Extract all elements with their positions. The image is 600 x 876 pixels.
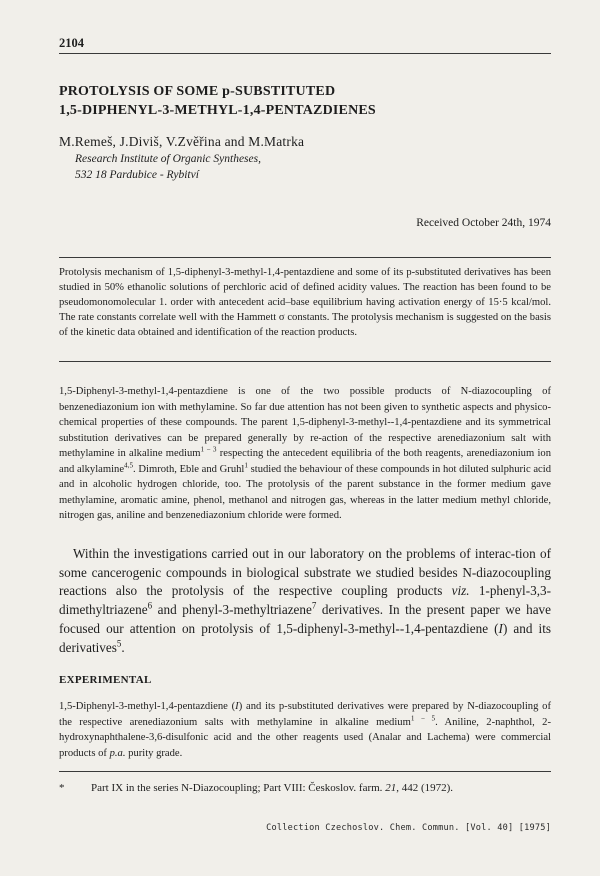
experimental-text-4: purity grade. bbox=[125, 747, 183, 759]
citation-ref: 6 bbox=[147, 600, 153, 611]
experimental-text-3: . Aniline, 2-naphthol, 2-hydroxynaphthalene-3,6-disulfonic acid and the other reagents used (Analar and Lachema) were commercial products of bbox=[59, 716, 551, 759]
intro-paragraph-2 bbox=[59, 545, 551, 657]
abstract-top-rule bbox=[59, 257, 551, 258]
header-rule bbox=[59, 53, 551, 54]
intro-paragraph-1 bbox=[59, 384, 551, 524]
compound-label: I bbox=[498, 620, 503, 636]
author-list: M.Remeš, J.Diviš, V.Zvěřina and M.Matrka bbox=[59, 134, 305, 149]
intro2-text-5: ) and its derivatives bbox=[59, 620, 551, 655]
citation-ref: 1 − 3 bbox=[200, 445, 217, 454]
intro2-text-6: . bbox=[121, 639, 125, 655]
intro1-text-1: 1,5-Diphenyl-3-methyl-1,4-pentazdiene is one of the two possible products of N-diazocoupling of benzenediazonium ion with methylamine. So far due attention has not been given to synthetic aspects and physico-chemical properties of these compounds. The parent 1,5-diphenyl-3-methyl--1,4-pentazdiene and its symmetrical substitution derivatives can be prepared generally by re-action of the respective arenediazonium salt with methylamine in alkaline medium bbox=[59, 386, 551, 459]
affiliation-line-2: 532 18 Pardubice - Rybitví bbox=[75, 169, 199, 181]
section-heading-experimental: EXPERIMENTAL bbox=[59, 674, 152, 686]
experimental-paragraph bbox=[59, 699, 551, 761]
abstract: Protolysis mechanism of 1,5-diphenyl-3-methyl-1,4-pentazdiene and some of its p-substituted derivatives has been studied in 50% ethanolic solutions of perchloric acid of defined acidity values. The reaction has been found to be pseudomonomolecular 1. order with antecedent acid–base equilibrium having activation energy of 15·5 kcal/mol. The rate constants correlate well with the Hammett σ constants. The protolysis mechanism is suggested on the basis of the kinetic data obtained and identification of the reaction products. bbox=[59, 267, 551, 338]
experimental-pa: p.a. bbox=[109, 747, 126, 759]
intro2-text-2: 1-phenyl-3,3-dimethyltriazene bbox=[59, 583, 551, 618]
received-date: Received October 24th, 1974 bbox=[416, 217, 551, 229]
affiliation-line-1: Research Institute of Organic Syntheses, bbox=[75, 153, 261, 165]
footnote-volume: 21 bbox=[385, 782, 397, 794]
abstract-bottom-rule bbox=[59, 361, 551, 362]
intro1-text-2: respecting the antecedent equilibria of the both reagents, arenediazonium ion and alkylamine bbox=[59, 448, 551, 475]
intro2-text-1: Within the investigations carried out in our laboratory on the problems of interac-tion of some cancerogenic compounds in biological substrate we studied besides N-diazocoupling reactions also the protolysis of the respective coupling products bbox=[59, 546, 551, 599]
citation-ref: 1 − 5 bbox=[410, 713, 436, 722]
title-line-1: PROTOLYSIS OF SOME p-SUBSTITUTED bbox=[59, 84, 336, 99]
experimental-text-1: 1,5-Diphenyl-3-methyl-1,4-pentazdiene ( bbox=[59, 701, 236, 712]
footnote-marker: * bbox=[59, 782, 65, 794]
intro2-text-4: derivatives. In the present paper we have focused our attention on protolysis of 1,5-diphenyl-3-methyl--1,4-pentazdiene ( bbox=[59, 602, 551, 636]
title-line-2: 1,5-DIPHENYL-3-METHYL-1,4-PENTAZDIENES bbox=[59, 103, 376, 118]
footnote-text-1: Part IX in the series N-Diazocoupling; Part VIII: Českoslov. farm. bbox=[91, 782, 386, 794]
intro1-text-3: . Dimroth, Eble and Gruhl bbox=[133, 463, 245, 475]
citation-ref: 5 bbox=[116, 638, 122, 649]
footnote-text-2: , 442 (1972). bbox=[396, 782, 454, 794]
article-title bbox=[59, 82, 519, 120]
citation-ref: 4,5 bbox=[124, 460, 134, 469]
intro1-text-4: studied the behaviour of these compounds in hot diluted sulphuric acid and in alcoholic hydrogen chloride, too. The protolysis of the parent substance in the former medium gave methylamine, aromatic amine, phenol, methanol and nitrogen gas, whereas in the latter medium methyl chloride, nitrogen gas, aniline and benzenediazonium chloride were formed. bbox=[59, 463, 551, 521]
journal-footer: Collection Czechoslov. Chem. Commun. [Vol. 40] [1975] bbox=[266, 823, 551, 833]
intro2-viz: viz. bbox=[451, 583, 470, 599]
affiliation bbox=[75, 151, 261, 183]
footnote-text bbox=[91, 782, 453, 794]
citation-ref: 1 bbox=[244, 460, 248, 469]
intro2-text-3: and phenyl-3-methyltriazene bbox=[152, 602, 312, 618]
citation-ref: 7 bbox=[311, 600, 317, 611]
experimental-text-2: ) and its p-substituted derivatives were prepared by N-diazocoupling of the respective arenediazonium salts with methylamine in alkaline medium bbox=[59, 701, 552, 728]
compound-label: I bbox=[235, 701, 239, 712]
footnote-rule bbox=[59, 771, 551, 772]
page-number: 2104 bbox=[59, 36, 84, 50]
